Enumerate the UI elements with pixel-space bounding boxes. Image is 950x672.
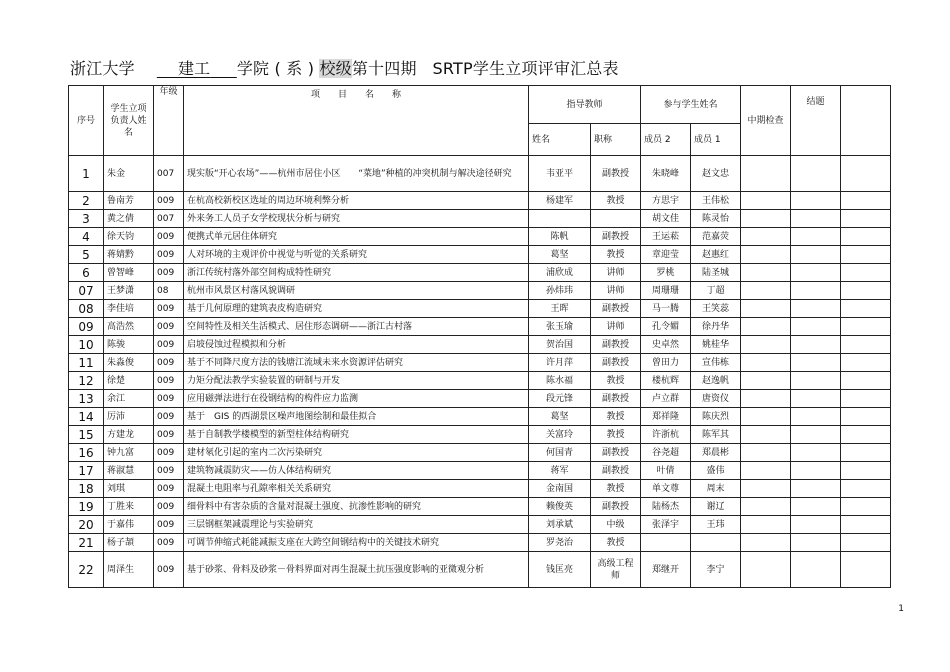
cell-project: 应用磁弹法进行在役钢结构的构件应力监测 [184,390,529,408]
cell-no: 17 [69,462,104,480]
table-row [69,246,891,264]
cell-extra [841,390,891,408]
cell-no: 3 [69,210,104,228]
cell-member1: 范嘉荧 [691,228,741,246]
header-project: 项 目 名 称 [184,86,529,156]
cell-member1: 赵文忠 [691,156,741,192]
cell-member2: 许浙杭 [641,426,691,444]
cell-grade: 009 [154,408,184,426]
cell-grade: 009 [154,390,184,408]
cell-conclusion [791,156,841,192]
cell-grade: 009 [154,318,184,336]
cell-project: 基于不同降尺度方法的钱塘江流域未来水资源评估研究 [184,354,529,372]
cell-grade: 009 [154,534,184,552]
cell-grade: 009 [154,336,184,354]
title-period: 第十四期 [351,59,417,78]
cell-member1: 王玮 [691,516,741,534]
table-row [69,336,891,354]
srtp-summary-table [68,85,891,588]
cell-midterm [741,300,791,318]
cell-no: 21 [69,534,104,552]
cell-advisor-title: 副教授 [591,300,641,318]
cell-leader: 李佳培 [104,300,154,318]
cell-leader: 钟九富 [104,444,154,462]
cell-member2: 朱晓峰 [641,156,691,192]
cell-leader: 高浩然 [104,318,154,336]
cell-leader: 陈骏 [104,336,154,354]
cell-conclusion [791,354,841,372]
cell-extra [841,516,891,534]
cell-midterm [741,246,791,264]
cell-conclusion [791,516,841,534]
cell-advisor-title: 副教授 [591,390,641,408]
table-row [69,516,891,534]
cell-conclusion [791,300,841,318]
cell-extra [841,354,891,372]
cell-grade: 08 [154,282,184,300]
page-number: 1 [898,604,904,614]
cell-member2: 马一腾 [641,300,691,318]
cell-extra [841,300,891,318]
cell-advisor-title: 副教授 [591,336,641,354]
cell-extra [841,336,891,354]
cell-member2: 谷尧超 [641,444,691,462]
cell-conclusion [791,372,841,390]
cell-conclusion [791,444,841,462]
cell-advisor-title: 副教授 [591,498,641,516]
cell-advisor-name: 罗尧治 [529,534,591,552]
cell-grade: 009 [154,354,184,372]
cell-grade: 009 [154,462,184,480]
cell-advisor-name: 贺治国 [529,336,591,354]
cell-member1: 李宁 [691,552,741,588]
cell-advisor-name: 钱匡亮 [529,552,591,588]
cell-leader: 于嘉伟 [104,516,154,534]
cell-project: 混凝土电阻率与孔隙率相关关系研究 [184,480,529,498]
cell-project: 启坡侵蚀过程模拟和分析 [184,336,529,354]
cell-midterm [741,462,791,480]
cell-grade: 009 [154,444,184,462]
cell-project: 浙江传统村落外部空间构成特性研究 [184,264,529,282]
cell-extra [841,210,891,228]
cell-advisor-name: 韦亚平 [529,156,591,192]
cell-grade: 009 [154,498,184,516]
cell-member2: 单文尊 [641,480,691,498]
cell-member2: 曾田力 [641,354,691,372]
cell-leader: 周泽生 [104,552,154,588]
cell-leader: 丁胜来 [104,498,154,516]
cell-conclusion [791,462,841,480]
cell-project: 现实版“开心农场”——杭州市居住小区 “菜地”种植的冲突机制与解决途径研究 [184,156,529,192]
header-grade: 年级 [154,86,184,156]
cell-project: 基于几何原理的建筑表皮构造研究 [184,300,529,318]
cell-member2: 卢立群 [641,390,691,408]
cell-advisor-title: 教授 [591,372,641,390]
table-row [69,372,891,390]
table-row [69,228,891,246]
cell-midterm [741,408,791,426]
cell-advisor-name: 金南国 [529,480,591,498]
cell-advisor-title: 教授 [591,534,641,552]
table-row [69,390,891,408]
cell-project: 基于 GIS 的西湖景区噪声地图绘制和最佳拟合 [184,408,529,426]
cell-no: 10 [69,336,104,354]
cell-extra [841,498,891,516]
cell-project: 杭州市风景区村落风貌调研 [184,282,529,300]
cell-no: 18 [69,480,104,498]
table-row [69,552,891,588]
cell-leader: 朱金 [104,156,154,192]
cell-grade: 009 [154,372,184,390]
table-row [69,192,891,210]
cell-member1: 赵惠红 [691,246,741,264]
cell-advisor-title: 讲师 [591,318,641,336]
table-row [69,300,891,318]
cell-conclusion [791,318,841,336]
header-member2: 成员 2 [641,124,691,156]
cell-member1: 陈军其 [691,426,741,444]
cell-grade: 009 [154,516,184,534]
cell-member1: 丁超 [691,282,741,300]
cell-advisor-name: 段元锋 [529,390,591,408]
cell-grade: 009 [154,192,184,210]
cell-member1: 姚桂华 [691,336,741,354]
cell-midterm [741,336,791,354]
header-advisor: 指导教师 [529,86,641,124]
cell-advisor-name: 蒋军 [529,462,591,480]
cell-member2: 方思宇 [641,192,691,210]
cell-midterm [741,426,791,444]
cell-conclusion [791,192,841,210]
title-college: 建工 [177,59,211,78]
cell-advisor-name: 刘承斌 [529,516,591,534]
cell-member2: 叶倩 [641,462,691,480]
cell-member2: 章迎莹 [641,246,691,264]
cell-no: 09 [69,318,104,336]
table-row [69,282,891,300]
cell-conclusion [791,390,841,408]
cell-leader: 厉沛 [104,408,154,426]
cell-no: 19 [69,498,104,516]
table-row [69,318,891,336]
title-university: 浙江大学 [70,59,135,78]
cell-project: 人对环境的主观评价中视觉与听觉的关系研究 [184,246,529,264]
header-leader: 学生立项负责人姓名 [104,86,154,156]
cell-conclusion [791,534,841,552]
cell-grade: 007 [154,210,184,228]
cell-advisor-title: 讲师 [591,264,641,282]
cell-project: 空间特性及相关生活模式、居住形态调研——浙江古村落 [184,318,529,336]
cell-no: 6 [69,264,104,282]
cell-project: 外来务工人员子女学校现状分析与研究 [184,210,529,228]
cell-member1: 王伟松 [691,192,741,210]
cell-advisor-name: 许月萍 [529,354,591,372]
title-table-name: SRTP学生立项评审汇总表 [432,59,619,78]
cell-leader: 朱淼俊 [104,354,154,372]
cell-leader: 徐楚 [104,372,154,390]
cell-leader: 蒋淑慧 [104,462,154,480]
cell-member2: 王运菘 [641,228,691,246]
cell-member1: 陆圣城 [691,264,741,282]
table-row [69,264,891,282]
cell-no: 2 [69,192,104,210]
cell-extra [841,444,891,462]
header-conclusion: 结题 [791,86,841,156]
cell-advisor-title: 副教授 [591,228,641,246]
cell-member2: 郑继开 [641,552,691,588]
header-midterm: 中期检查 [741,86,791,156]
cell-no: 14 [69,408,104,426]
cell-no: 4 [69,228,104,246]
cell-leader: 曾智峰 [104,264,154,282]
header-row-1 [69,86,891,124]
cell-midterm [741,480,791,498]
table-row [69,462,891,480]
cell-member1 [691,534,741,552]
cell-project: 在杭高校新校区选址的周边环境利弊分析 [184,192,529,210]
cell-advisor-title: 教授 [591,192,641,210]
cell-advisor-title: 教授 [591,480,641,498]
cell-midterm [741,498,791,516]
cell-extra [841,246,891,264]
cell-member2: 陆杨杰 [641,498,691,516]
cell-grade: 009 [154,300,184,318]
cell-extra [841,552,891,588]
cell-grade: 009 [154,228,184,246]
cell-advisor-title: 副教授 [591,156,641,192]
header-extra [841,86,891,156]
cell-midterm [741,282,791,300]
cell-extra [841,192,891,210]
cell-grade: 009 [154,552,184,588]
cell-no: 12 [69,372,104,390]
cell-leader: 黄之倩 [104,210,154,228]
cell-project: 建材氡化引起的室内二次污染研究 [184,444,529,462]
table-row [69,354,891,372]
cell-advisor-name: 陈帆 [529,228,591,246]
cell-leader: 刘琪 [104,480,154,498]
cell-advisor-name: 浦欣成 [529,264,591,282]
cell-extra [841,282,891,300]
cell-member1: 徐丹华 [691,318,741,336]
cell-advisor-title: 讲师 [591,282,641,300]
cell-midterm [741,210,791,228]
cell-project: 三层钢框架减震理论与实验研究 [184,516,529,534]
cell-member1: 王笑蕊 [691,300,741,318]
cell-midterm [741,516,791,534]
cell-advisor-name: 王晖 [529,300,591,318]
cell-member2: 周珊珊 [641,282,691,300]
cell-member1: 周末 [691,480,741,498]
cell-midterm [741,354,791,372]
table-row [69,408,891,426]
cell-advisor-title: 中级 [591,516,641,534]
cell-member2 [641,534,691,552]
cell-conclusion [791,246,841,264]
cell-extra [841,426,891,444]
cell-no: 15 [69,426,104,444]
cell-leader: 王梦潇 [104,282,154,300]
cell-member1: 陈灵怡 [691,210,741,228]
cell-no: 5 [69,246,104,264]
cell-member1: 郑晨彬 [691,444,741,462]
cell-grade: 009 [154,480,184,498]
title-level: 校级 [319,59,352,78]
cell-no: 07 [69,282,104,300]
cell-member2: 史卓然 [641,336,691,354]
cell-extra [841,264,891,282]
cell-member1: 陈庆烈 [691,408,741,426]
table-row [69,498,891,516]
cell-member1: 赵逸帆 [691,372,741,390]
cell-advisor-name: 关富玲 [529,426,591,444]
header-advisor-title: 职称 [591,124,641,156]
cell-extra [841,228,891,246]
cell-midterm [741,156,791,192]
cell-advisor-name: 杨建军 [529,192,591,210]
header-no: 序号 [69,86,104,156]
cell-advisor-name [529,210,591,228]
cell-midterm [741,534,791,552]
cell-extra [841,156,891,192]
cell-midterm [741,318,791,336]
table-row [69,426,891,444]
cell-advisor-name: 赖俊英 [529,498,591,516]
cell-advisor-title: 教授 [591,426,641,444]
cell-project: 细骨料中有害杂质的含量对混凝土强度、抗渗性影响的研究 [184,498,529,516]
cell-leader: 方建龙 [104,426,154,444]
cell-no: 16 [69,444,104,462]
cell-advisor-title: 教授 [591,408,641,426]
cell-conclusion [791,498,841,516]
cell-member2: 胡文佳 [641,210,691,228]
cell-leader: 杨子頡 [104,534,154,552]
cell-extra [841,408,891,426]
header-members: 参与学生姓名 [641,86,741,124]
cell-extra [841,462,891,480]
cell-advisor-title [591,210,641,228]
cell-project: 基于砂浆、骨料及砂浆－骨料界面对再生混凝土抗压强度影响的亚微观分析 [184,552,529,588]
cell-leader: 徐天钧 [104,228,154,246]
document-title [70,56,619,79]
cell-extra [841,372,891,390]
cell-advisor-name: 孙炜玮 [529,282,591,300]
cell-member2: 楼杭辉 [641,372,691,390]
cell-grade: 009 [154,426,184,444]
cell-no: 22 [69,552,104,588]
cell-no: 1 [69,156,104,192]
cell-project: 基于自制教学楼模型的新型柱体结构研究 [184,426,529,444]
cell-member2: 罗桃 [641,264,691,282]
cell-conclusion [791,264,841,282]
cell-member1: 盛伟 [691,462,741,480]
cell-advisor-name: 葛坚 [529,408,591,426]
cell-conclusion [791,336,841,354]
cell-conclusion [791,282,841,300]
cell-project: 便携式单元居住体研究 [184,228,529,246]
cell-midterm [741,552,791,588]
cell-extra [841,318,891,336]
cell-advisor-title: 副教授 [591,354,641,372]
cell-member1: 宣伟栋 [691,354,741,372]
cell-midterm [741,372,791,390]
table-row [69,534,891,552]
table-row [69,444,891,462]
table-row [69,156,891,192]
cell-member1: 谢辽 [691,498,741,516]
cell-leader: 蒋婧黔 [104,246,154,264]
cell-project: 力矩分配法教学实验装置的研制与开发 [184,372,529,390]
cell-extra [841,534,891,552]
cell-no: 20 [69,516,104,534]
header-member1: 成员 1 [691,124,741,156]
cell-advisor-name: 何国青 [529,444,591,462]
cell-advisor-name: 陈水福 [529,372,591,390]
cell-grade: 009 [154,264,184,282]
cell-conclusion [791,210,841,228]
cell-member2: 郑祥隆 [641,408,691,426]
header-advisor-name: 姓名 [529,124,591,156]
cell-midterm [741,228,791,246]
cell-member1: 唐资仪 [691,390,741,408]
cell-advisor-title: 教授 [591,246,641,264]
cell-advisor-title: 副教授 [591,444,641,462]
cell-midterm [741,192,791,210]
cell-project: 可调节伸缩式耗能减振支座在大跨空间钢结构中的关键技术研究 [184,534,529,552]
cell-leader: 余江 [104,390,154,408]
cell-advisor-title: 高级工程师 [591,552,641,588]
cell-midterm [741,264,791,282]
cell-member2: 张泽宇 [641,516,691,534]
cell-conclusion [791,408,841,426]
cell-midterm [741,390,791,408]
cell-project: 建筑物减震防灾——仿人体结构研究 [184,462,529,480]
cell-no: 08 [69,300,104,318]
cell-grade: 007 [154,156,184,192]
cell-conclusion [791,426,841,444]
title-department: 学院 ( 系 ) [236,59,320,78]
cell-conclusion [791,228,841,246]
cell-midterm [741,444,791,462]
table-row [69,480,891,498]
cell-extra [841,480,891,498]
cell-advisor-name: 葛坚 [529,246,591,264]
cell-member2: 孔令媚 [641,318,691,336]
cell-advisor-name: 张玉瑜 [529,318,591,336]
table-row [69,210,891,228]
cell-leader: 鲁南芳 [104,192,154,210]
cell-no: 13 [69,390,104,408]
cell-no: 11 [69,354,104,372]
cell-advisor-title: 副教授 [591,462,641,480]
cell-conclusion [791,552,841,588]
cell-grade: 009 [154,246,184,264]
cell-conclusion [791,480,841,498]
